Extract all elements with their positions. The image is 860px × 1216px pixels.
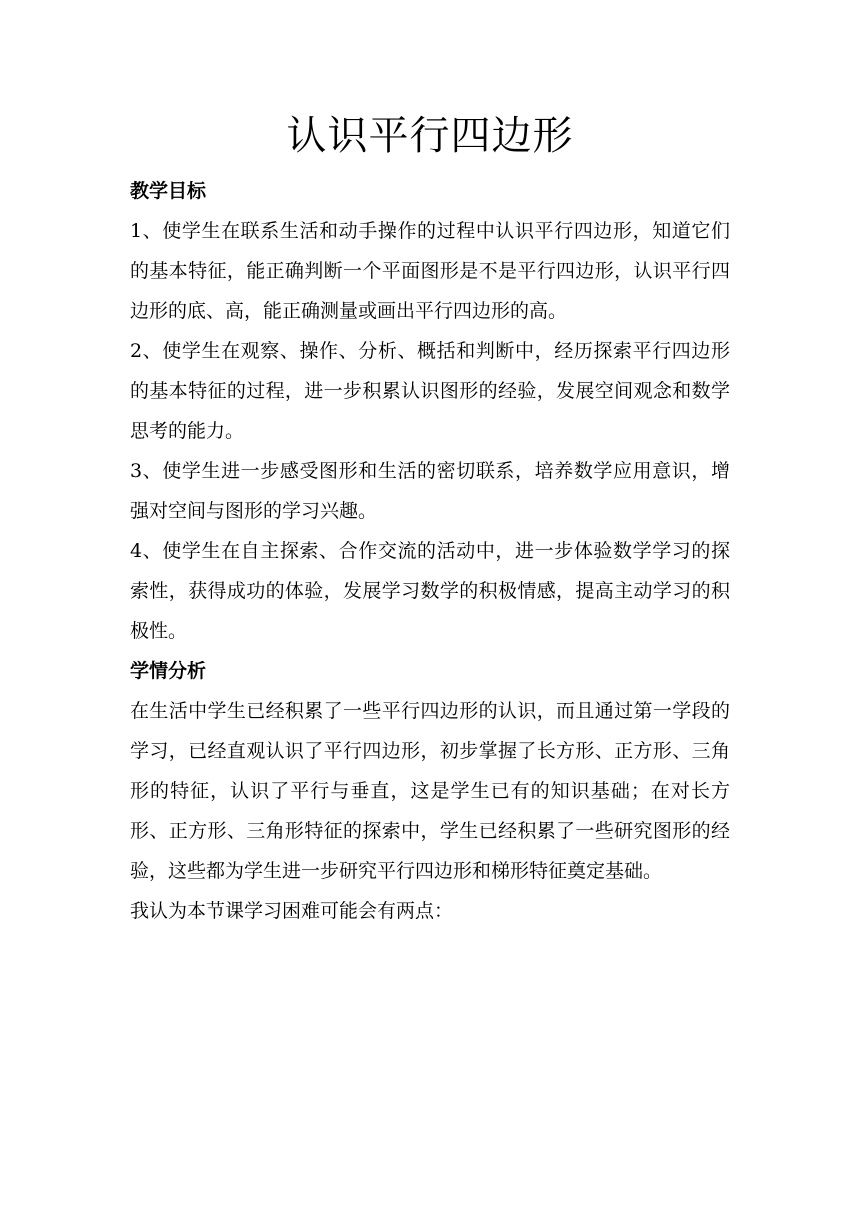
analysis-paragraph-1: 在生活中学生已经积累了一些平行四边形的认识，而且通过第一学段的学习，已经直观认识了平行四边形，初步掌握了长方形、正方形、三角形的特征，认识了平行与垂直，这是学生已有的知识基础；在对长方形、正方形、三角形特征的探索中，学生已经积累了一些研究图形的经验，这些都为学生进一步研究平行四边形和梯形特征奠定基础。 [130,700,730,882]
section-student-analysis [130,651,730,931]
objective-paragraph-3: 3、使学生进一步感受图形和生活的密切联系，培养数学应用意识，增强对空间与图形的学习兴趣。 [130,460,730,522]
analysis-paragraph-2: 我认为本节课学习困难可能会有两点： [130,900,454,922]
objective-paragraph-4: 4、使学生在自主探索、合作交流的活动中，进一步体验数学学习的探索性，获得成功的体验，发展学习数学的积极情感，提高主动学习的积极性。 [130,540,730,642]
objective-paragraph-2: 2、使学生在观察、操作、分析、概括和判断中，经历探索平行四边形的基本特征的过程，进一步积累认识图形的经验，发展空间观念和数学思考的能力。 [130,340,730,442]
section-teaching-objectives [130,171,730,651]
document-title: 认识平行四边形 [286,113,574,159]
section-heading-teaching-objectives: 教学目标 [130,180,207,202]
objective-paragraph-1: 1、使学生在联系生活和动手操作的过程中认识平行四边形，知道它们的基本特征，能正确判断一个平面图形是不是平行四边形，认识平行四边形的底、高，能正确测量或画出平行四边形的高。 [130,220,730,322]
section-heading-student-analysis: 学情分析 [130,660,207,682]
